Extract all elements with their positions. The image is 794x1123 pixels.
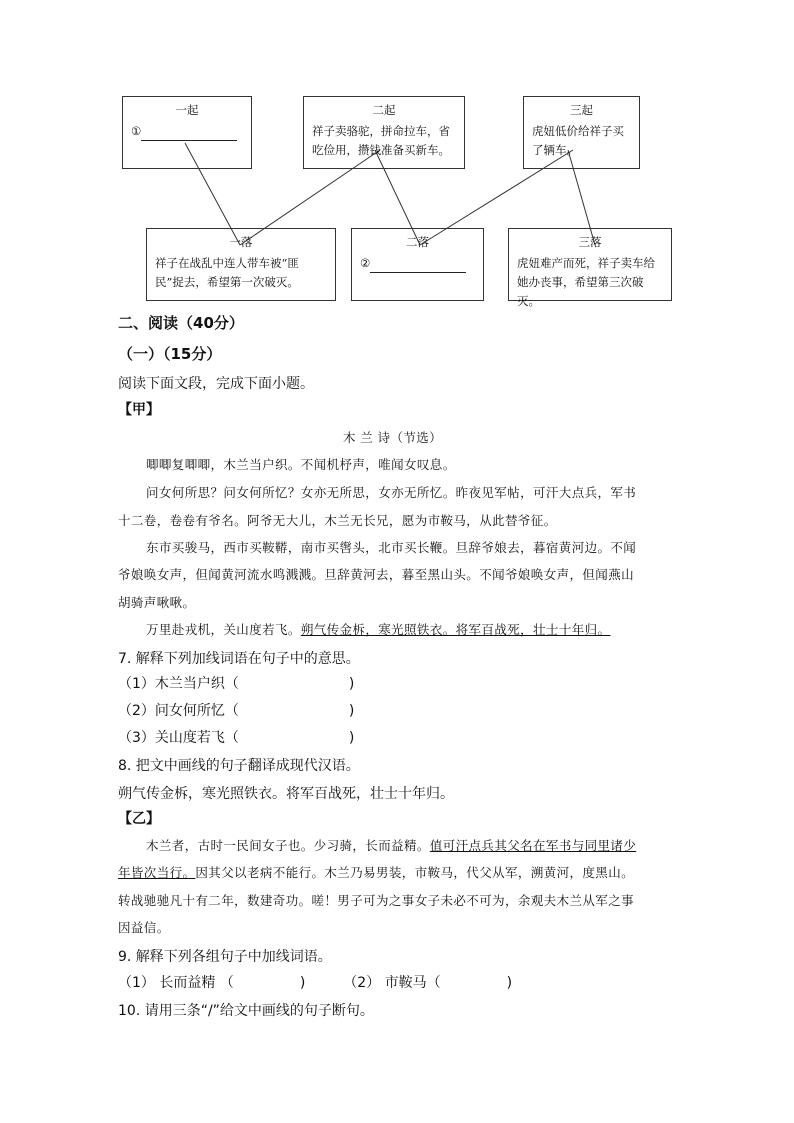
box-er-luo	[351, 228, 484, 301]
label-yi: 【乙】	[118, 811, 160, 827]
question-7: 7. 解释下列加线词语在句子中的意思。	[118, 651, 360, 667]
paren-close: )	[348, 703, 355, 719]
label-jia: 【甲】	[118, 402, 160, 418]
box-line: 了辆车。	[532, 143, 578, 157]
poem-line: 爷娘唤女声，但闻黄河流水鸣溅溅。旦辞黄河去，暮至黑山头。不闻爷娘唤女声，但闻燕山	[118, 567, 635, 582]
box-line: 虎妞难产而死，祥子卖车给	[517, 256, 655, 270]
box-san-qi	[523, 96, 640, 169]
q9-item-text: （2） 市鞍马（	[343, 975, 441, 991]
box-title: 三落	[578, 235, 602, 249]
instruction: 阅读下面文段，完成下面小题。	[118, 376, 314, 392]
passage-line: 因益信。	[118, 920, 170, 935]
poem-line-last	[146, 620, 610, 638]
passage-line	[146, 836, 636, 854]
box-title: 三起	[570, 103, 593, 117]
paren-close: )	[506, 975, 513, 991]
q9-item-text: （1） 长而益精 （	[118, 975, 234, 991]
q8-sentence: 朔气传金柝，寒光照铁衣。将军百战死，壮士十年归。	[118, 786, 454, 802]
box-er-qi	[303, 96, 465, 169]
poem-line: 胡骑声啾啾。	[118, 595, 196, 610]
box-line: 祥子卖骆驼，拼命拉车，省	[312, 124, 450, 138]
box-line: 吃俭用，攒钱准备买新车。	[312, 143, 450, 157]
box-line: 虎妞低价给祥子买	[532, 124, 624, 138]
poem-line: 东市买骏马，西市买鞍鞯，南市买辔头，北市买长鞭。旦辞爷娘去，暮宿黄河边。不闻	[146, 540, 637, 555]
paren-close: )	[348, 676, 355, 692]
box-line: 祥子在战乱中连人带车被“匪	[155, 256, 299, 270]
q7-item-2	[118, 700, 354, 720]
q7-item-text: （1）木兰当户织（	[118, 676, 239, 692]
section-heading: 二、阅读（40分）	[118, 314, 244, 332]
poem-line: 唧唧复唧唧，木兰当户织。不闻机杼声，唯闻女叹息。	[146, 457, 456, 472]
question-9: 9. 解释下列各组句子中加线词语。	[118, 949, 332, 965]
paren-close: )	[299, 975, 306, 991]
underlined-sentence: 值可汗点兵其父名在军书与同里诸少	[429, 838, 637, 853]
paren-close: )	[348, 730, 355, 746]
question-8: 8. 把文中画线的句子翻译成现代汉语。	[118, 758, 360, 774]
box-yi-qi	[122, 96, 252, 169]
box-title: 二落	[406, 235, 429, 249]
poem-line: 问女何所思？问女何所忆？女亦无所思，女亦无所忆。昨夜见军帖，可汗大点兵，军书	[146, 485, 637, 500]
box-title: 二起	[372, 103, 396, 117]
passage-line: 转战驰驰凡十有二年，数建奇功。嗟！男子可为之事女子未必不可为，余观夫木兰从军之事	[118, 893, 635, 908]
underlined-sentence: 年皆次当行。	[118, 865, 196, 880]
box-yi-luo	[146, 228, 336, 301]
passage-line	[118, 863, 634, 881]
answer-blank[interactable]	[370, 258, 466, 273]
box-line: 她办丧事，希望第三次破灭。	[517, 275, 644, 308]
passage-text: 因其父以老病不能行。木兰乃易男装，市鞍马，代父从军，溯黄河，度黑山。	[195, 865, 635, 880]
box-line: ②	[360, 256, 371, 270]
q9-items	[118, 972, 512, 992]
q7-item-1	[118, 673, 354, 693]
poem-text: 万里赴戎机，关山度若飞。	[146, 622, 301, 637]
q7-item-3	[118, 727, 354, 747]
question-10: 10. 请用三条“/”给文中画线的句子断句。	[118, 1003, 374, 1019]
q7-item-text: （3）关山度若飞（	[118, 730, 239, 746]
subsection-heading: （一）（15分）	[118, 345, 222, 363]
box-san-luo	[508, 228, 672, 308]
passage-text: 木兰者，古时一民间女子也。少习骑，长而益精。	[146, 838, 430, 853]
answer-blank[interactable]	[141, 126, 237, 141]
poem-title: 木 兰 诗（节选）	[343, 430, 443, 445]
box-line: 民”捉去，希望第一次破灭。	[155, 275, 299, 289]
box-line: ①	[131, 124, 142, 138]
poem-line: 十二卷，卷卷有爷名。阿爷无大儿，木兰无长兄，愿为市鞍马，从此替爷征。	[118, 513, 557, 528]
box-title: 一起	[175, 103, 199, 117]
underlined-sentence: 朔气传金柝，寒光照铁衣。将军百战死，壮士十年归。	[300, 622, 611, 637]
box-title: 一落	[229, 235, 253, 249]
q7-item-text: （2）问女何所忆（	[118, 703, 239, 719]
